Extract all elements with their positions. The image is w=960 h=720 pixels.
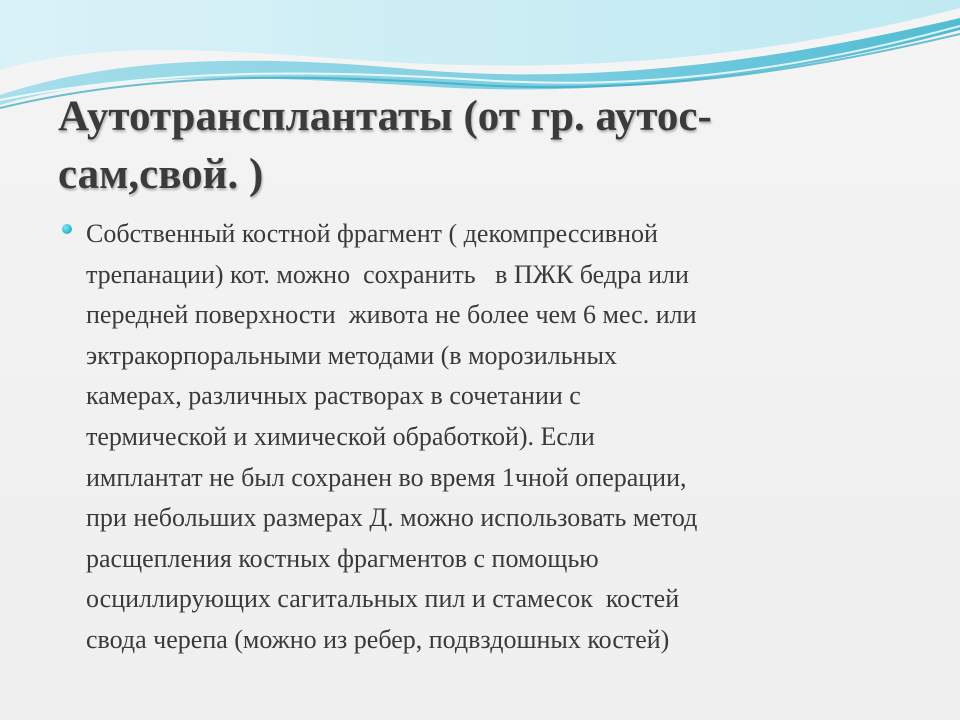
body-line: трепанации) кот. можно сохранить в ПЖК бедра или: [86, 259, 689, 289]
body-line: Собственный костной фрагмент ( декомпрессивной: [86, 219, 658, 248]
body-line: термической и химической обработкой). Если: [86, 421, 595, 451]
bullet-paragraph: [86, 214, 916, 661]
bullet-icon: [62, 224, 72, 234]
title-line: Аутотрансплантаты (от гр. аутос-: [58, 93, 712, 140]
body-line: свода черепа (можно из ребер, подвздошных костей): [86, 624, 670, 654]
body-line: камерах, различных растворах в сочетании с: [86, 381, 581, 411]
slide-title: [58, 88, 918, 204]
title-line: сам,свой. ): [58, 151, 264, 198]
body-line: эктракорпоральными методами (в морозильных: [86, 340, 617, 370]
body-line: передней поверхности живота не более чем 6 мес. или: [86, 300, 697, 330]
body-line: при небольших размерах Д. можно использовать метод: [86, 503, 698, 533]
body-line: осциллирующих сагитальных пил и стамесок костей: [86, 584, 680, 614]
body-line: имплантат не был сохранен во время 1чной операции,: [86, 462, 687, 492]
body-line: расщепления костных фрагментов с помощью: [86, 543, 599, 573]
